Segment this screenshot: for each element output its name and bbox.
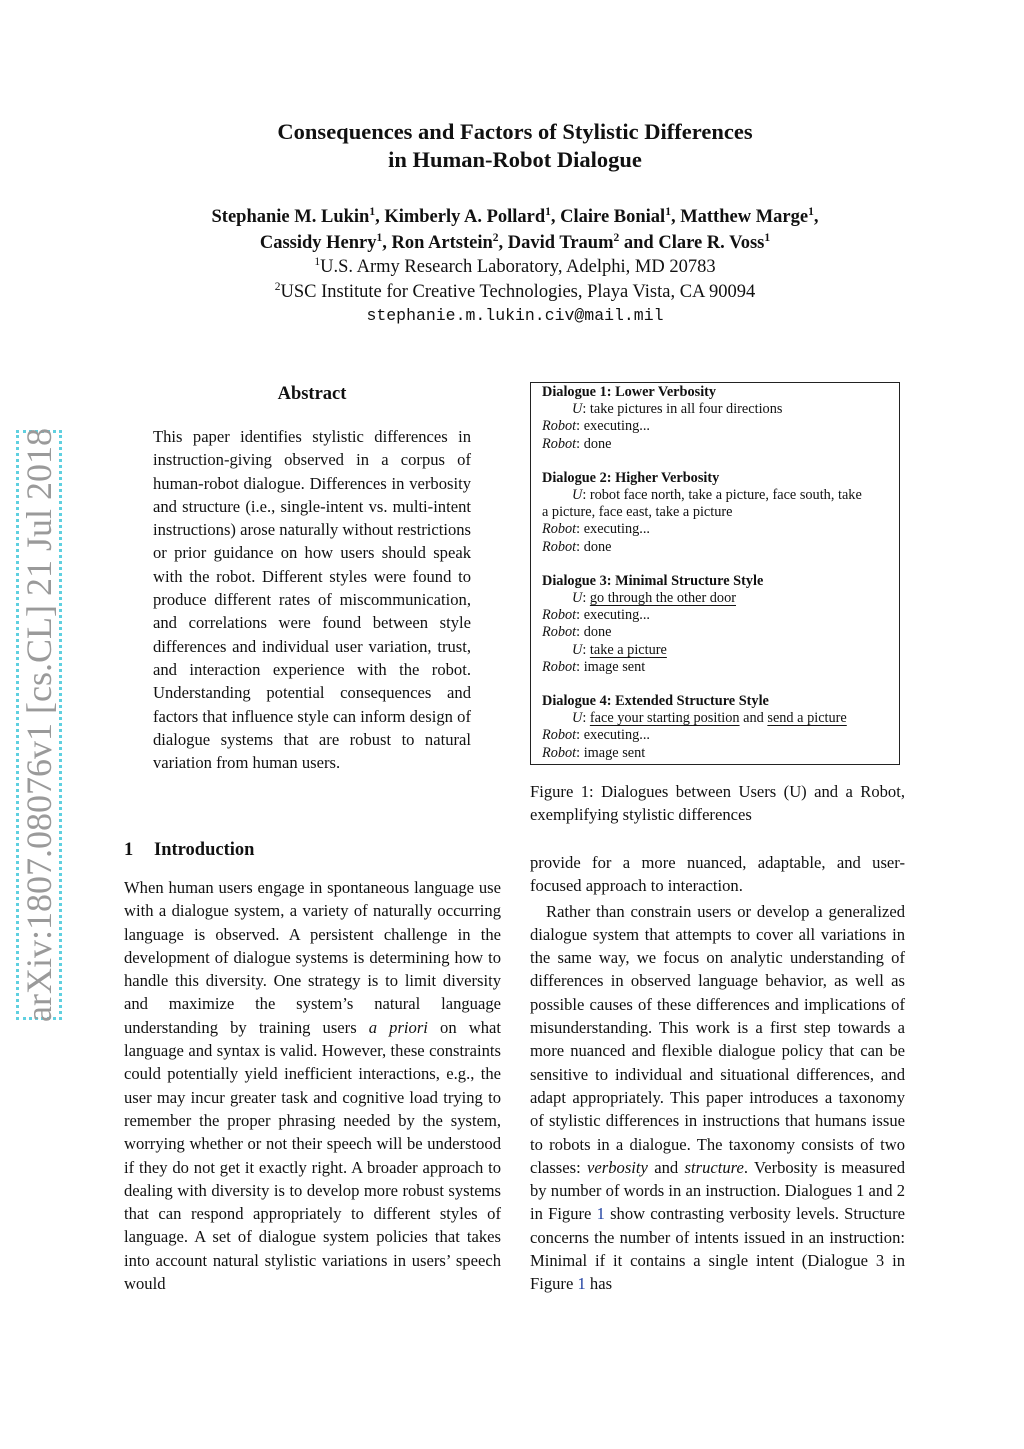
speaker-label: Robot (542, 435, 577, 452)
affiliation-2 (110, 280, 920, 305)
speaker-label: Robot (542, 521, 577, 538)
italic-term: a priori (368, 1017, 428, 1037)
utterance-text: executing... (583, 607, 651, 624)
affiliation-text: U.S. Army Research Laboratory, Adelphi, MD 20783 (320, 257, 716, 277)
author-name: Clare R. Voss (658, 233, 765, 253)
user-utterance: U: take a picture (572, 641, 667, 658)
author-affiliation-mark: 1 (545, 206, 551, 218)
intro-paragraph-2 (530, 900, 905, 1296)
text-run: on what language and syntax is valid. However, these constraints could potentially yield inefficient interactions, e.g., the user may incur greater task and cognitive load trying to remember the proper phrasing needed by the system, worrying whether or not their speech will be understood if they do not get it exactly right. A broader approach to dealing with diversity is to develop more robust systems that can respond appropriately to different styles of language. A set of dialogue system policies that takes into account natural stylistic variations in users’ speech would (124, 1017, 501, 1294)
author-name: Matthew Marge (680, 207, 809, 227)
author-affiliation-mark: 1 (665, 206, 671, 218)
arxiv-identifier: arXiv:1807.08076v1 [cs.CL] 21 Jul 2018 (19, 428, 59, 1022)
speaker-label: Robot (542, 658, 577, 675)
speaker-label: U (572, 641, 583, 658)
underlined-intent: go through the other door (589, 590, 736, 607)
abstract-heading: Abstract (277, 384, 347, 404)
utterance-text: robot face north, take a picture, face south, take (589, 487, 862, 504)
figure-reference-link[interactable]: 1 (596, 1204, 605, 1224)
utterance-text: image sent (583, 658, 646, 675)
italic-term: verbosity (587, 1157, 648, 1177)
author-line-2: Cassidy Henry$^1$, Ron Artstein$^2$, David Traum$^2$ and Clare R. Voss$^1$ (259, 232, 771, 253)
speaker-label: U (572, 710, 583, 727)
author-affiliation-mark: 1 (376, 232, 383, 244)
dialogue-title: Dialogue 3: Minimal Structure Style (542, 572, 764, 589)
user-utterance: U: face your starting position and send a picture (572, 710, 847, 727)
dialogue-4 (542, 693, 899, 762)
author-name: Stephanie M. Lukin (211, 207, 370, 227)
user-utterance: U: take pictures in all four directions (572, 401, 783, 418)
section-heading-introduction (124, 840, 254, 861)
affiliation-number: 1 (314, 256, 321, 268)
speaker-label: Robot (542, 418, 577, 435)
robot-utterance: Robot: image sent (542, 658, 646, 675)
dialogue-title: Dialogue 4: Extended Structure Style (542, 693, 769, 710)
robot-utterance: Robot: executing... (542, 607, 651, 624)
underlined-intent: send a picture (767, 710, 847, 727)
utterance-text: image sent (583, 744, 646, 761)
intro-paragraph-1-continued: provide for a more nuanced, adaptable, and user-focused approach to interaction. (530, 853, 905, 896)
intro-right-column (530, 851, 905, 1296)
speaker-label: U (572, 487, 583, 504)
author-affiliation-mark: 2 (492, 232, 499, 244)
author-name: Ron Artstein (391, 233, 493, 253)
speaker-label: Robot (542, 727, 577, 744)
text-run: show contrasting verbosity levels. Structure concerns the number of intents issued in an instruction: Minimal if it contains a single intent (Dialogue 3 in Figure (530, 1204, 905, 1294)
speaker-label: Robot (542, 607, 577, 624)
italic-term: structure (684, 1157, 744, 1177)
underlined-intent: take a picture (589, 641, 667, 658)
affiliation-1 (110, 255, 920, 280)
author-affiliation-mark: 1 (369, 206, 376, 218)
text-run: Rather than constrain users or develop a generalized dialogue system that attempts to cover all variations in the same way, we focus on analytic understanding of differences in observed language behavior, as well as possible causes of these differences and implications of misunderstanding. This work is a first step towards a more nuanced and flexible dialogue policy that can be sensitive to individual and situational differences, and adapt appropriately. This paper introduces a taxonomy of stylistic differences in instructions that humans issue to robots in a dialogue. The taxonomy consists of two classes: (530, 901, 905, 1177)
dialogue-title: Dialogue 2: Higher Verbosity (542, 469, 720, 486)
utterance-text: executing... (583, 727, 651, 744)
author-name: Claire Bonial (560, 207, 666, 227)
robot-utterance: Robot: executing... (542, 418, 651, 435)
robot-utterance: Robot: done (542, 538, 612, 555)
title-line-1: Consequences and Factors of Stylistic Differences (277, 119, 753, 144)
title-line-2: in Human-Robot Dialogue (388, 147, 642, 172)
utterance-text: executing... (583, 418, 651, 435)
user-utterance: U: robot face north, take a picture, face south, take (572, 487, 862, 504)
author-list (110, 204, 920, 256)
affiliation-number: 2 (274, 281, 281, 293)
intro-left-column (124, 876, 501, 1295)
paper-title (120, 118, 910, 174)
user-utterance: U: go through the other door (572, 590, 736, 607)
dialogue-3 (542, 573, 899, 676)
dialogue-2 (542, 470, 899, 556)
text-run: and (647, 1157, 685, 1177)
author-affiliation-mark: 2 (613, 232, 620, 244)
robot-utterance: Robot: image sent (542, 744, 646, 761)
author-affiliation-mark: 1 (764, 232, 771, 244)
author-affiliation-mark: 1 (808, 206, 814, 218)
contact-email[interactable]: stephanie.m.lukin.civ@mail.mil (366, 306, 664, 325)
speaker-label: Robot (542, 624, 577, 641)
section-title: Introduction (154, 840, 255, 860)
figure-1-caption: Figure 1: Dialogues between Users (U) and a Robot, exemplifying stylistic differences (530, 782, 905, 825)
speaker-label: U (572, 401, 583, 418)
author-name: Kimberly A. Pollard (384, 207, 546, 227)
abstract-text: This paper identifies stylistic differences in instruction-giving observed in a corpus of human-robot dialogue. Differences in verbosity and structure (i.e., single-intent vs. multi-intent instructions) arose naturally without restrictions or prior guidance on how users should speak with the robot. Different styles were found to produce different rates of miscommunication, and correlations were found between style differences and individual user variation, trust, and interaction experience with the robot. Understanding potential consequences and factors that influence style can inform design of dialogue systems that are robust to natural variation from human users. (153, 427, 471, 773)
utterance-continuation: a picture, face east, take a picture (542, 504, 733, 521)
figure-reference-link[interactable]: 1 (577, 1274, 586, 1294)
figure-1-dialogues (530, 382, 900, 765)
text-run: has (585, 1274, 613, 1294)
intro-paragraph-1 (124, 876, 501, 1295)
robot-utterance: Robot: done (542, 435, 612, 452)
speaker-label: U (572, 590, 583, 607)
speaker-label: Robot (542, 744, 577, 761)
conjunction: and (743, 710, 764, 727)
robot-utterance: Robot: done (542, 624, 612, 641)
robot-utterance: Robot: executing... (542, 521, 651, 538)
utterance-text: done (583, 538, 612, 555)
section-number: 1 (124, 840, 134, 860)
text-run: . Verbosity is measured by number of words in an instruction. Dialogues 1 and 2 in Figure (530, 1157, 906, 1224)
utterance-text: done (583, 624, 612, 641)
affiliation-text: USC Institute for Creative Technologies, Playa Vista, CA 90094 (280, 282, 756, 302)
author-line-1: Stephanie M. Lukin$^1$, Kimberly A. Pollard$^1$, Claire Bonial$^1$, Matthew Marge$^1$, (211, 206, 819, 227)
speaker-label: Robot (542, 538, 577, 555)
arxiv-stamp[interactable] (16, 430, 62, 1020)
utterance-text: done (583, 435, 612, 452)
text-run: When human users engage in spontaneous language use with a dialogue system, a variety of naturally occurring language is observed. A persistent challenge in the development of dialogue systems is determining how to handle this diversity. One strategy is to limit diversity and maximize the system’s natural language understanding by training users (124, 878, 501, 1037)
utterance-text: take pictures in all four directions (589, 401, 783, 418)
robot-utterance: Robot: executing... (542, 727, 651, 744)
utterance-text: executing... (583, 521, 651, 538)
author-name: David Traum (507, 233, 614, 253)
underlined-intent: face your starting position (589, 710, 740, 727)
dialogue-title: Dialogue 1: Lower Verbosity (542, 384, 717, 400)
dialogue-1 (542, 384, 899, 453)
author-name: Cassidy Henry (259, 233, 377, 253)
